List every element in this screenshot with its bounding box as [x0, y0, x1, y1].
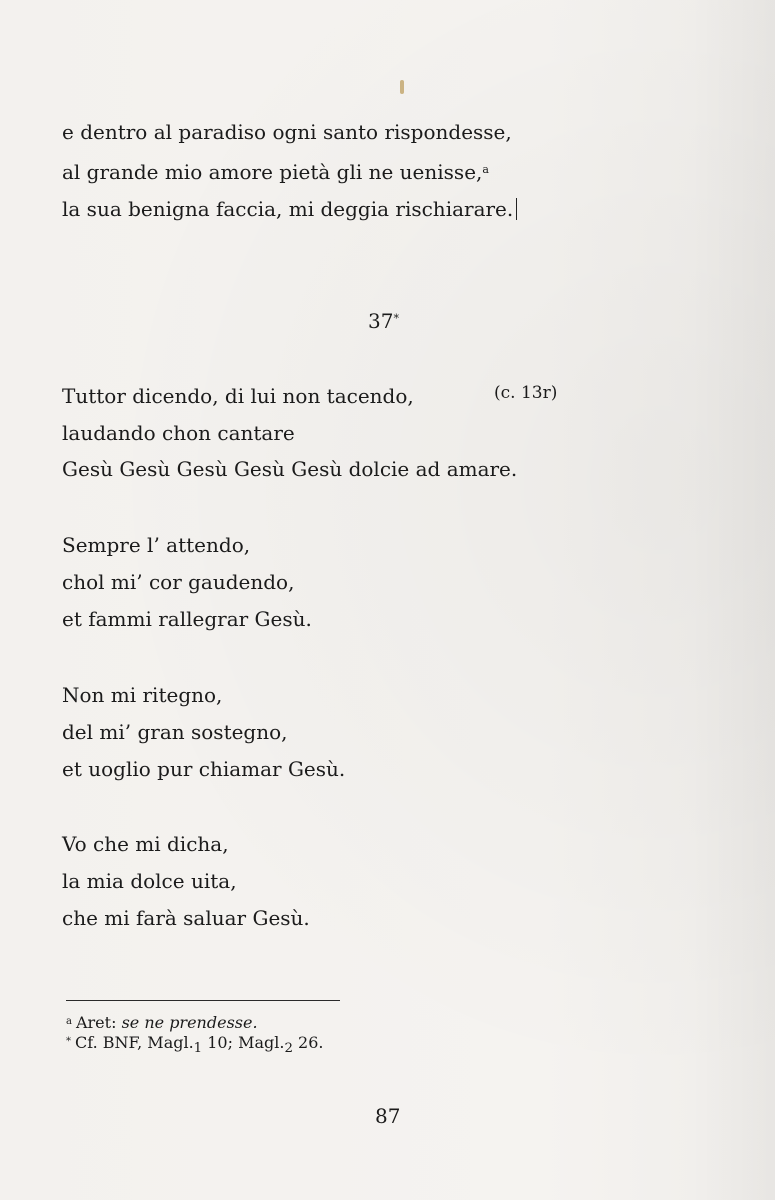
ink-mark [400, 80, 404, 94]
verse-line: del mi’ gran sostegno, [62, 720, 288, 744]
refrain-line: laudando chon cantare [62, 421, 295, 445]
verse-line: Vo che mi dicha, [62, 832, 229, 856]
verse-line: Non mi ritegno, [62, 683, 223, 707]
footnote-marker: * [393, 312, 399, 325]
footnote: * Cf. BNF, $Magl._1$ 10; $Magl._2$ 26. [66, 1033, 324, 1057]
folio-reference: (c. 13r) [494, 383, 558, 403]
refrain-line: Tuttor dicendo, di lui non tacendo, [62, 384, 414, 408]
text-cursor [516, 198, 517, 220]
footnote: $^a$ Aret: se ne prendesse. [66, 1013, 258, 1032]
footnote-rule [66, 1000, 340, 1001]
page-number: 87 [375, 1104, 401, 1128]
show-through-area [690, 0, 775, 1200]
verse-line: et fammi rallegrar Gesù. [62, 607, 312, 631]
verse-line: chol mi’ cor gaudendo, [62, 570, 295, 594]
verse-line: la sua benigna faccia, mi deggia rischiarare. [62, 197, 517, 221]
verse-line: e dentro al paradiso ogni santo rispondesse, [62, 120, 512, 144]
verse-line: Sempre l’ attendo, [62, 533, 251, 557]
verse-line: al grande mio amore pietà gli ne uenisse,$^a$ [62, 160, 489, 184]
verse-line: et uoglio pur chiamar Gesù. [62, 757, 346, 781]
verse-line: la mia dolce uita, [62, 869, 237, 893]
refrain-line: Gesù Gesù Gesù Gesù Gesù dolcie ad amare. [62, 457, 518, 481]
poem-number: 37* [368, 309, 399, 333]
verse-line: che mi farà saluar Gesù. [62, 906, 310, 930]
footnote-marker: a [482, 163, 489, 176]
